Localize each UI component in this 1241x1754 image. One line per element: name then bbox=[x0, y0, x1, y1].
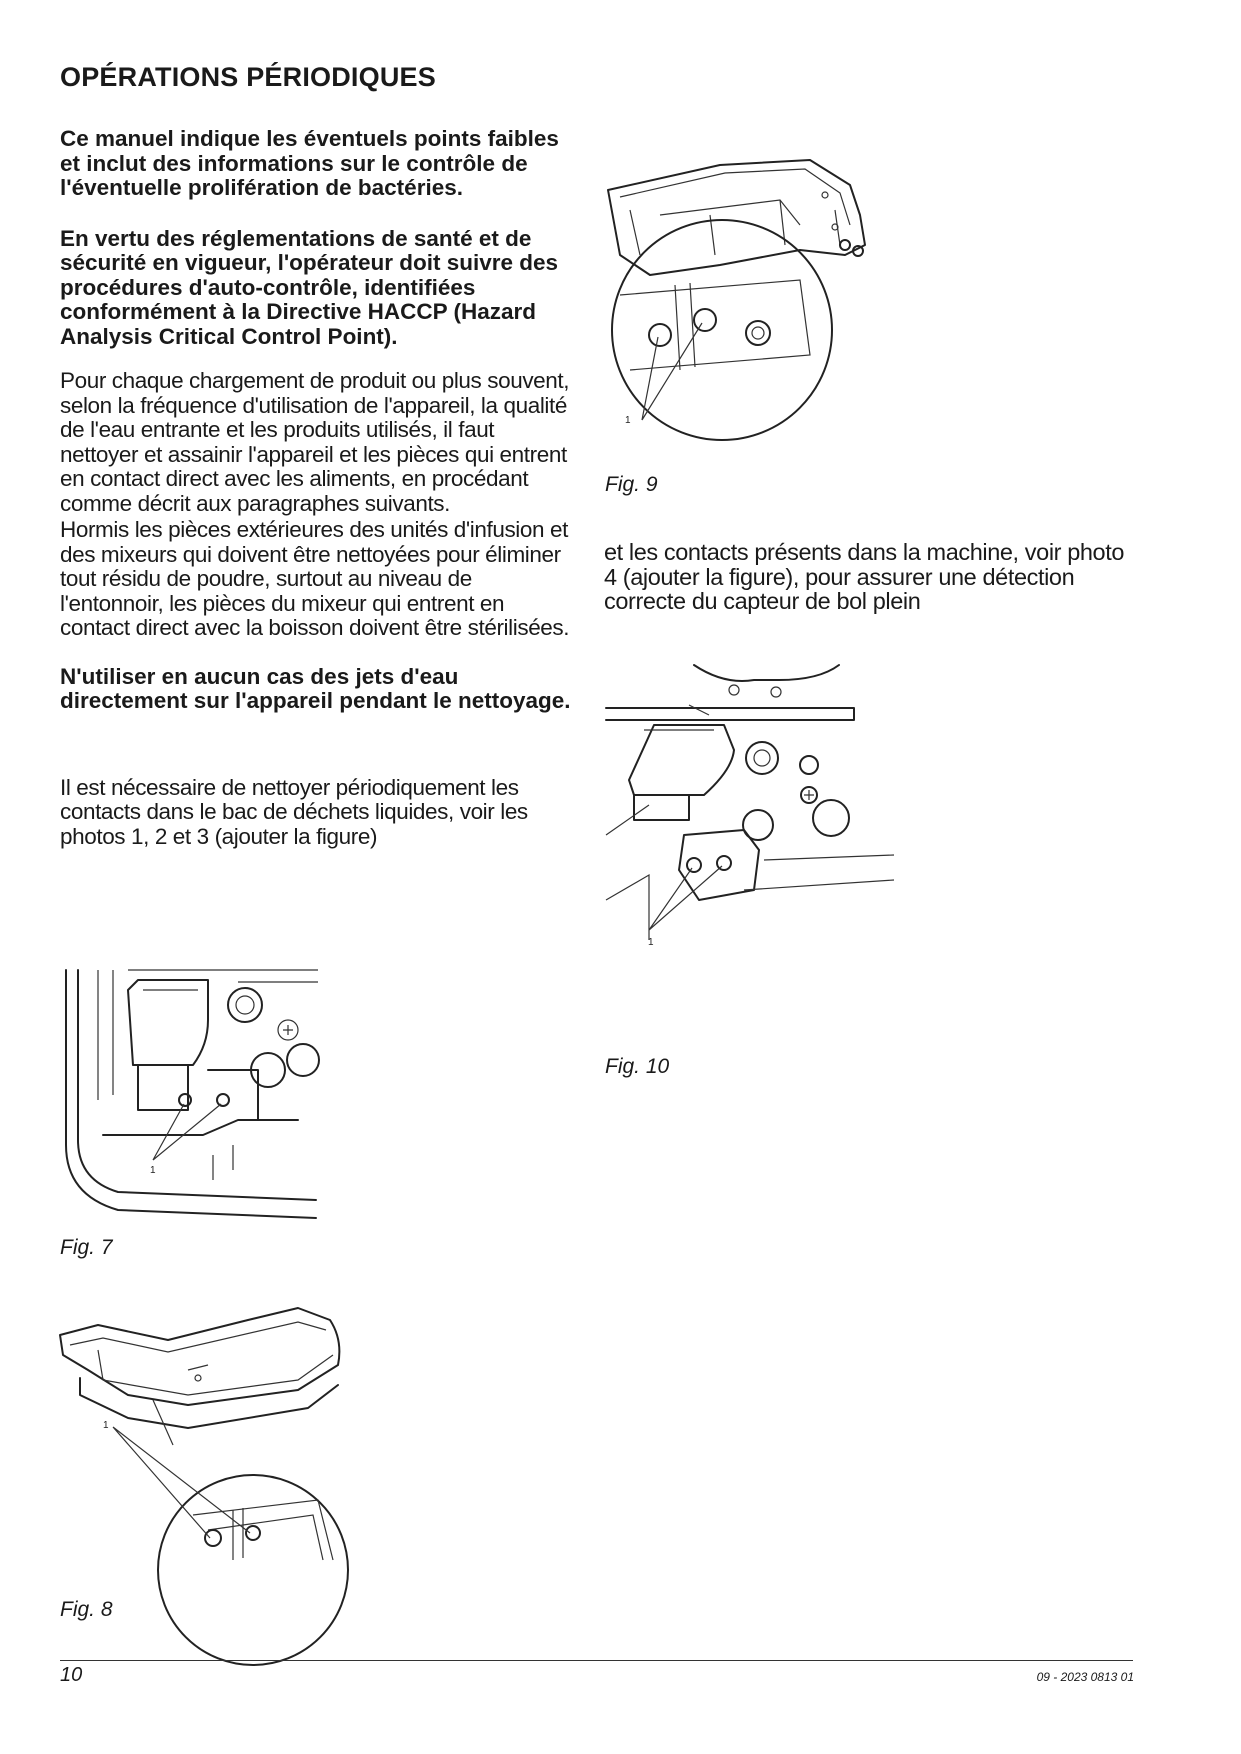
fig10-caption: Fig. 10 bbox=[605, 1055, 670, 1078]
left-column bbox=[60, 127, 575, 849]
page-number: 10 bbox=[60, 1664, 83, 1686]
document-code: 09 - 2023 0813 01 bbox=[1036, 1670, 1134, 1684]
haccp-paragraph: En vertu des réglementations de santé et de sécurité en vigueur, l'opérateur doit suivre des procédures d'auto-contrôle, identifiées conformément à la Directive HACCP (Hazard Analysis Critical Control Point). bbox=[60, 225, 559, 349]
fig7-illustration bbox=[58, 970, 318, 1220]
fig9-callout: 1 bbox=[625, 415, 631, 426]
page-title: OPÉRATIONS PÉRIODIQUES bbox=[60, 62, 436, 92]
fig7-caption: Fig. 7 bbox=[60, 1236, 113, 1259]
fig8-illustration bbox=[58, 1300, 348, 1610]
cleaning-paragraph: Pour chaque chargement de produit ou plus souvent, selon la fréquence d'utilisation de l'appareil, la qualité de l'eau entrante et les produits utilisés, il faut nettoyer et assainir l'appareil et les pièces qui entrent en contact direct avec les aliments, en procédant comme décrit aux paragraphes suivants. bbox=[60, 368, 570, 516]
fig10-illustration bbox=[604, 660, 894, 948]
machine-paragraph: et les contacts présents dans la machine, voir photo 4 (ajouter la figure), pour assurer une détection correcte du capteur de bol plein bbox=[604, 539, 1124, 614]
fig8-caption: Fig. 8 bbox=[60, 1598, 113, 1621]
contacts-paragraph: Il est nécessaire de nettoyer périodiquement les contacts dans le bac de déchets liquides, voir les photos 1, 2 et 3 (ajouter la figure) bbox=[60, 774, 528, 849]
fig7-callout: 1 bbox=[150, 1165, 156, 1176]
mixers-paragraph: Hormis les pièces extérieures des unités d'infusion et des mixeurs qui doivent être nettoyées pour éliminer tout résidu de poudre, surtout au niveau de l'entonnoir, les pièces du mixeur qui entrent en contact direct avec la boisson doivent être stérilisées. bbox=[60, 517, 570, 640]
fig8-callout: 1 bbox=[103, 1420, 109, 1431]
fig9-illustration bbox=[600, 155, 920, 455]
warning-paragraph: N'utiliser en aucun cas des jets d'eau directement sur l'appareil pendant le nettoyage. bbox=[60, 663, 571, 713]
intro-paragraph: Ce manuel indique les éventuels points faibles et inclut des informations sur le contrôle de l'éventuelle prolifération de bactéries. bbox=[60, 126, 559, 200]
fig10-callout: 1 bbox=[648, 937, 654, 948]
fig9-caption: Fig. 9 bbox=[605, 473, 658, 496]
right-column bbox=[604, 540, 1134, 614]
footer-divider bbox=[60, 1660, 1133, 1661]
